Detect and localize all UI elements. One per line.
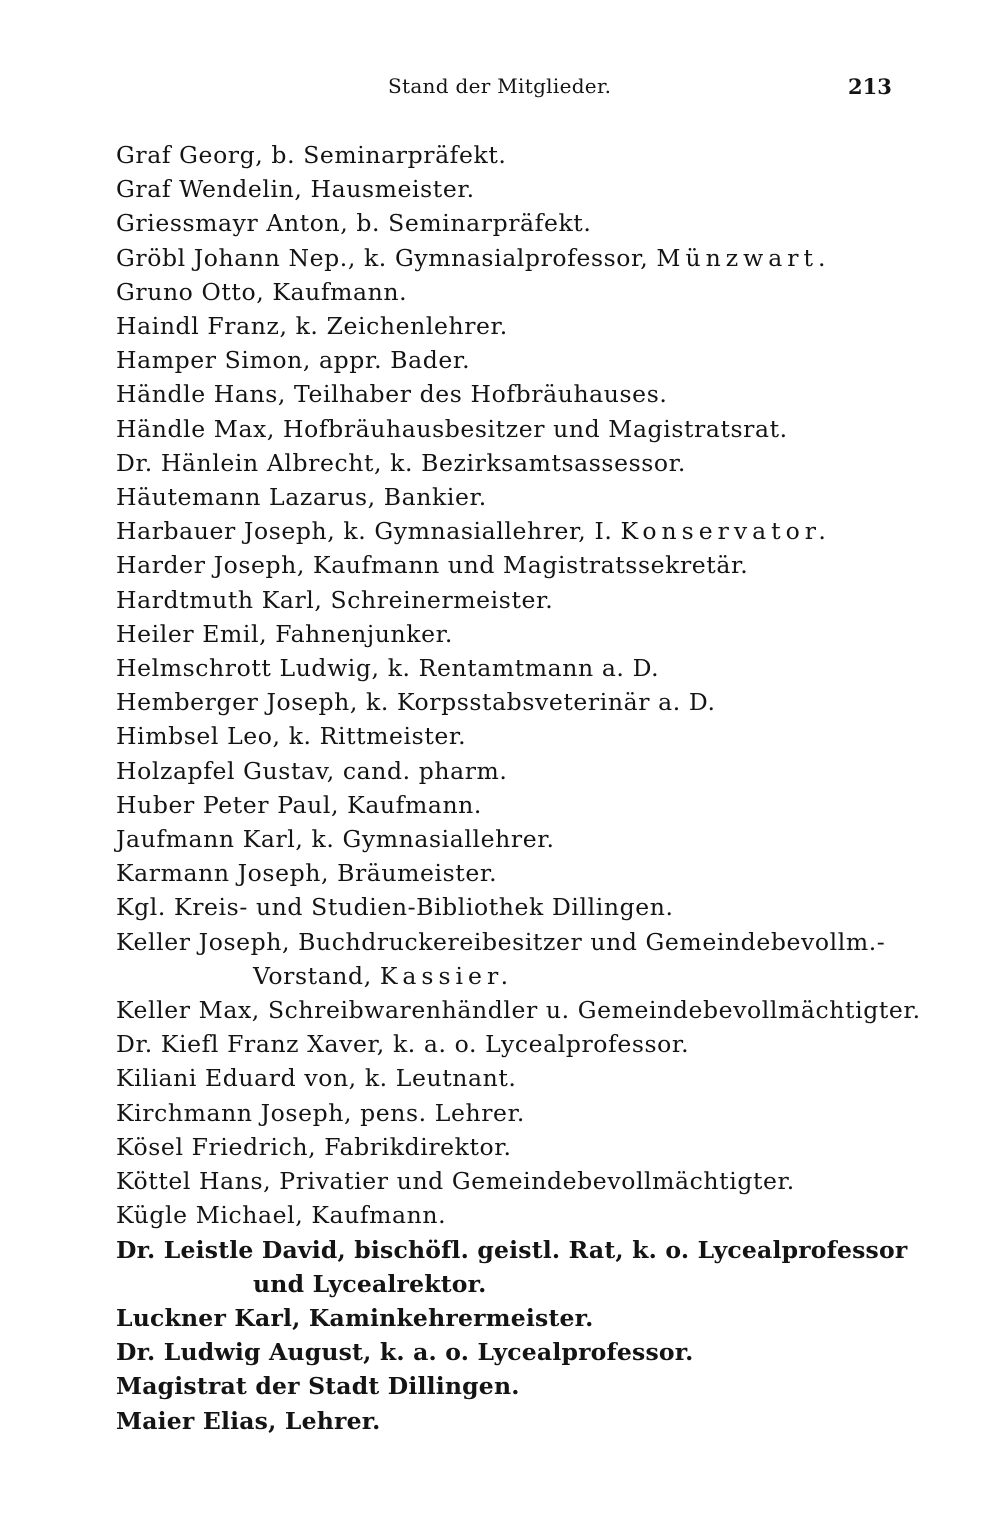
member-entry: Harbauer Joseph, k. Gymnasiallehrer, I. Konservator. (116, 517, 831, 546)
member-entry: Holzapfel Gustav, cand. pharm. (116, 756, 508, 785)
member-entry: Keller Max, Schreibwarenhändler u. Gemeindebevollmächtigter. (116, 996, 921, 1025)
continuation-line: und Lycealrektor. (253, 1269, 487, 1298)
member-entry: Kösel Friedrich, Fabrikdirektor. (116, 1132, 512, 1161)
member-entry: Graf Georg, b. Seminarpräfekt. (116, 141, 507, 169)
spaced-emphasis: Konservator. (620, 517, 831, 546)
member-entry: Helmschrott Ludwig, k. Rentamtmann a. D. (116, 654, 660, 683)
continuation-line: Vorstand, Kassier. (253, 961, 514, 990)
member-entry: Haindl Franz, k. Zeichenlehrer. (116, 312, 508, 341)
member-entry: Karmann Joseph, Bräumeister. (116, 859, 498, 888)
member-entry: Kügle Michael, Kaufmann. (116, 1201, 447, 1230)
member-entry: Heiler Emil, Fahnenjunker. (116, 619, 453, 648)
member-entry: Magistrat der Stadt Dillingen. (116, 1372, 520, 1401)
member-entry: Gruno Otto, Kaufmann. (116, 277, 408, 306)
spaced-emphasis: Münzwart. (656, 243, 831, 272)
member-entry: Hardtmuth Karl, Schreinermeister. (116, 585, 554, 614)
member-entry: Händle Max, Hofbräuhausbesitzer und Magistratsrat. (116, 414, 788, 443)
member-entry: Luckner Karl, Kaminkehrermeister. (116, 1303, 594, 1332)
member-entry: Dr. Hänlein Albrecht, k. Bezirksamtsassessor. (116, 448, 686, 477)
member-entry: Dr. Leistle David, bischöfl. geistl. Rat, k. o. Lycealprofessor und Lycealrektor. (116, 1233, 896, 1301)
member-entry: Hamper Simon, appr. Bader. (116, 346, 471, 375)
running-head (0, 74, 1000, 104)
member-entry: Graf Wendelin, Hausmeister. (116, 175, 475, 204)
member-entry: Köttel Hans, Privatier und Gemeindebevollmächtigter. (116, 1167, 795, 1196)
spaced-emphasis: Kassier. (379, 961, 514, 990)
member-entry: Huber Peter Paul, Kaufmann. (116, 790, 482, 819)
member-entry: Kgl. Kreis- und Studien-Bibliothek Dillingen. (116, 893, 674, 922)
member-entry: Händle Hans, Teilhaber des Hofbräuhauses. (116, 380, 668, 409)
member-entry: Himbsel Leo, k. Rittmeister. (116, 722, 467, 751)
member-entry: Kiliani Eduard von, k. Leutnant. (116, 1064, 517, 1093)
member-entry: Hemberger Joseph, k. Korpsstabsveterinär a. D. (116, 688, 716, 717)
member-entry: Jaufmann Karl, k. Gymnasiallehrer. (116, 825, 555, 854)
member-entry: Gröbl Johann Nep., k. Gymnasialprofessor, Münzwart. (116, 243, 831, 272)
member-list (116, 138, 921, 1438)
running-title: Stand der Mitglieder. (388, 74, 612, 98)
member-entry: Dr. Ludwig August, k. a. o. Lycealprofessor. (116, 1338, 694, 1367)
member-entry: Harder Joseph, Kaufmann und Magistratssekretär. (116, 551, 749, 580)
page-number: 213 (848, 74, 892, 99)
member-entry: Maier Elias, Lehrer. (116, 1406, 381, 1435)
member-entry: Keller Joseph, Buchdruckereibesitzer und Gemeindebevollm.- Vorstand, Kassier. (116, 925, 896, 993)
member-entry: Dr. Kiefl Franz Xaver, k. a. o. Lycealprofessor. (116, 1030, 690, 1059)
member-entry: Kirchmann Joseph, pens. Lehrer. (116, 1098, 525, 1127)
member-entry: Griessmayr Anton, b. Seminarpräfekt. (116, 209, 592, 238)
member-entry: Häutemann Lazarus, Bankier. (116, 483, 487, 512)
